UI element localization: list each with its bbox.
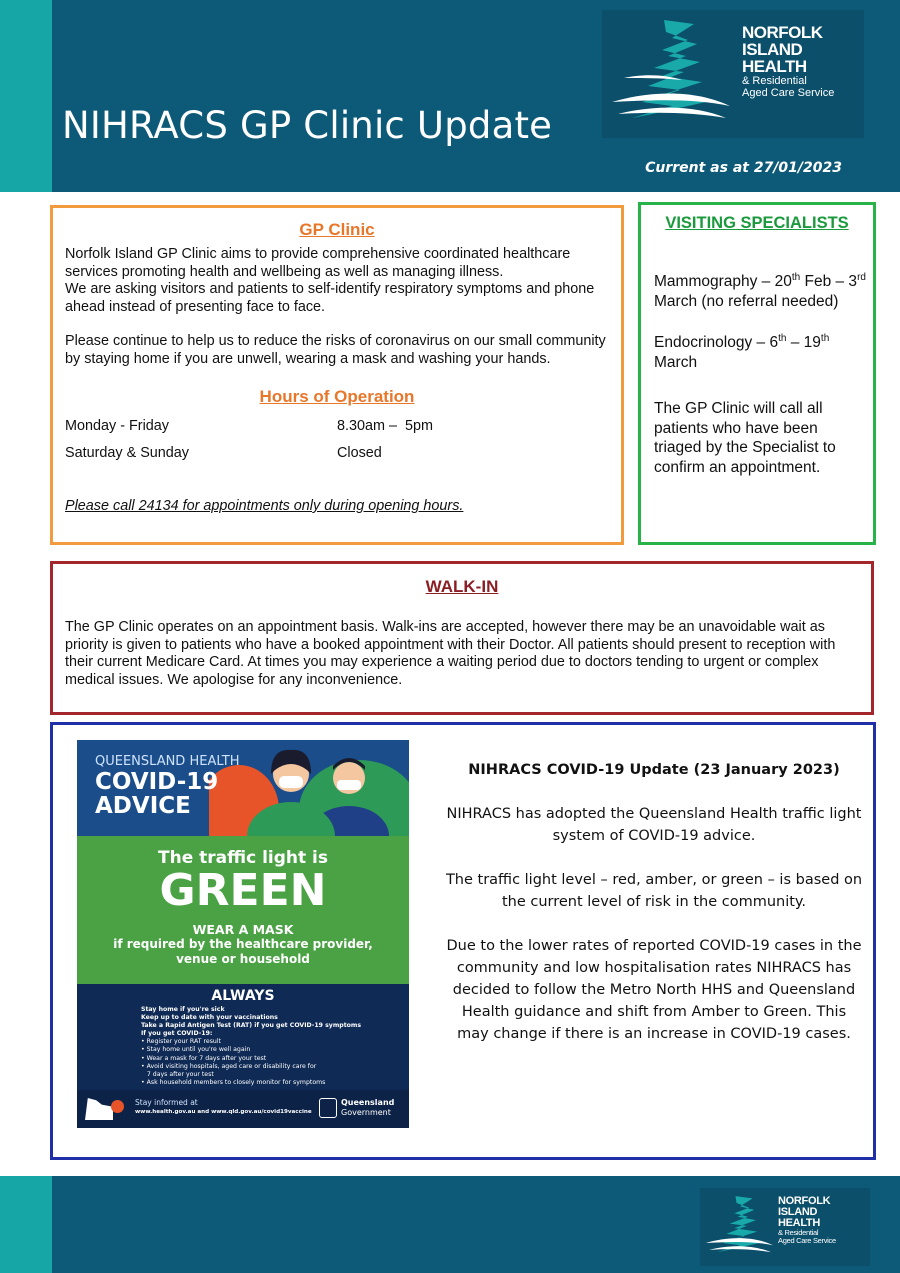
logo-line: Aged Care Service: [742, 87, 835, 99]
logo-line: & Residential: [742, 75, 807, 87]
header-logo: [602, 10, 864, 138]
visit-text: March: [654, 353, 698, 371]
visiting-heading: VISITING SPECIALISTS: [665, 214, 849, 232]
walk-in-panel: [50, 561, 874, 715]
gp-clinic-intro: Norfolk Island GP Clinic aims to provide comprehensive coordinated healthcare services promoting health and wellbeing as well as managing illness.: [65, 246, 571, 280]
queensland-map-icon: [85, 1098, 113, 1120]
covid-advice-poster: [77, 740, 409, 1128]
poster-wear-sub: [77, 937, 409, 967]
poster-level: GREEN: [159, 865, 327, 916]
poster-urls: www.health.gov.au and www.qld.gov.au/covid19vaccine: [135, 1109, 312, 1115]
poster-wear-mask: WEAR A MASK: [192, 922, 294, 937]
mammography-visit: [654, 268, 866, 311]
page-title: NIHRACS GP Clinic Update: [62, 104, 553, 147]
poster-title-line: COVID-19: [95, 769, 219, 795]
endocrinology-visit: [654, 329, 866, 372]
queensland-crest-icon: [319, 1098, 337, 1118]
poster-bullet-item: Keep up to date with your vaccinations: [141, 1014, 278, 1022]
specialist-call-info: The GP Clinic will call all patients who have been triaged by the Specialist to confirm an appointment.: [654, 400, 836, 476]
poster-footer: [77, 1090, 409, 1128]
norfolk-health-logo-icon: [700, 1188, 780, 1266]
norfolk-health-logo-icon: [602, 10, 742, 138]
walk-in-text: The GP Clinic operates on an appointment basis. Walk-ins are accepted, however there may be an unavoidable wait as priority is given to patients who have a booked appointment with their Doctor. All patients should present to reception with their current Medicare Card. At times you may experience a waiting period due to doctors tending to urgent or complex medical issues. We apologise for any inconvenience.: [65, 619, 836, 688]
poster-bullet-item: • Ask household members to closely monitor for symptoms: [141, 1078, 326, 1086]
current-date: Current as at 27/01/2023: [645, 160, 842, 176]
visit-ordinal: rd: [857, 272, 866, 283]
logo-line: ISLAND: [778, 1206, 818, 1218]
poster-title-line: ADVICE: [95, 793, 191, 819]
walk-in-heading: WALK-IN: [425, 577, 499, 596]
visit-text: – 19: [786, 334, 821, 352]
logo-line: Aged Care Service: [778, 1236, 836, 1245]
gp-clinic-panel: [50, 205, 624, 545]
visit-ordinal: th: [791, 272, 801, 283]
covid-update-paragraph: Due to the lower rates of reported COVID-19 cases in the community and low hospitalisation rates NIHRACS has decided to follow the Metro North HHS and Queensland Health guidance and shift from Amber to Green. This may change if there is an increase in COVID-19 cases.: [446, 938, 862, 1042]
poster-bullet-item: • Wear a mask for 7 days after your test: [141, 1054, 267, 1062]
header-accent-strip: [0, 0, 52, 192]
gp-clinic-advice: Please continue to help us to reduce the risks of coronavirus on our small community by staying home if you are unwell, wearing a mask and washing your hands.: [65, 333, 606, 367]
hours-day: Monday - Friday: [65, 418, 169, 434]
virus-icon: [111, 1100, 124, 1113]
hours-row: [65, 418, 605, 445]
visit-text: Mammography – 20: [654, 273, 792, 291]
logo-line: ISLAND: [742, 40, 803, 59]
page-header: [0, 0, 900, 192]
logo-line: HEALTH: [742, 57, 807, 76]
logo-line: HEALTH: [778, 1217, 820, 1229]
poster-bullet-item: 7 days after your test: [141, 1070, 214, 1078]
logo-line: NORFOLK: [742, 23, 823, 42]
visit-text: Endocrinology – 6: [654, 334, 779, 352]
poster-bullet-item: Stay home if you're sick: [141, 1006, 225, 1013]
covid-update-text: [445, 759, 863, 1067]
poster-title: [95, 770, 218, 818]
appointment-note: Please call 24134 for appointments only during opening hours.: [65, 498, 464, 514]
poster-bullet-item: • Stay home until you're well again: [141, 1046, 251, 1054]
covid-update-panel: [50, 722, 876, 1160]
poster-light-is: The traffic light is: [158, 848, 328, 868]
logo-line: & Residential: [778, 1228, 819, 1237]
visit-ordinal: th: [820, 333, 830, 345]
footer-logo-text: [778, 1196, 836, 1245]
poster-stay-informed: Stay informed at: [135, 1098, 198, 1107]
hours-time: 8.30am – 5pm: [337, 418, 433, 434]
poster-bullet-item: If you get COVID-19:: [141, 1030, 213, 1038]
poster-gov-line: Queensland: [341, 1098, 395, 1107]
poster-bullet-item: • Avoid visiting hospitals, aged care or disability care for: [141, 1062, 317, 1070]
visit-ordinal: th: [778, 333, 787, 345]
page-footer: [0, 1176, 900, 1273]
gp-clinic-heading: GP Clinic: [299, 220, 375, 239]
header-logo-text: [742, 24, 834, 99]
poster-gov: [341, 1098, 394, 1117]
poster-green-section: [77, 836, 409, 984]
hours-row: [65, 445, 605, 472]
visit-text: March (no referral needed): [654, 292, 839, 310]
visiting-specialists-panel: [638, 202, 876, 545]
poster-bullet-item: • Register your RAT result: [141, 1038, 221, 1046]
covid-update-paragraph: NIHRACS has adopted the Queensland Health traffic light system of COVID-19 advice.: [446, 806, 862, 844]
covid-update-paragraph: The traffic light level – red, amber, or green – is based on the current level of risk in the community.: [445, 872, 863, 910]
hours-table: [65, 418, 605, 472]
gp-clinic-request: We are asking visitors and patients to self-identify respiratory symptoms and phone ahead instead of presenting face to face.: [65, 281, 595, 315]
visit-text: Feb – 3: [800, 273, 858, 291]
footer-accent-strip: [0, 1176, 52, 1273]
hours-day: Saturday & Sunday: [65, 445, 189, 461]
hours-heading: Hours of Operation: [259, 387, 415, 406]
poster-always: ALWAYS: [211, 988, 275, 1004]
hours-time: Closed: [337, 445, 382, 461]
poster-wear-line: venue or household: [176, 952, 310, 966]
poster-wear-line: if required by the healthcare provider,: [113, 937, 373, 951]
footer-logo: [700, 1188, 870, 1266]
poster-org: QUEENSLAND HEALTH: [95, 754, 240, 769]
poster-header: [77, 740, 409, 836]
poster-gov-line: Government: [341, 1107, 391, 1117]
poster-bullet-item: Take a Rapid Antigen Test (RAT) if you get COVID-19 symptoms: [141, 1022, 362, 1030]
covid-update-heading: NIHRACS COVID-19 Update (23 January 2023): [468, 762, 840, 778]
poster-bullet-list: [141, 1006, 361, 1087]
logo-line: NORFOLK: [778, 1195, 831, 1207]
